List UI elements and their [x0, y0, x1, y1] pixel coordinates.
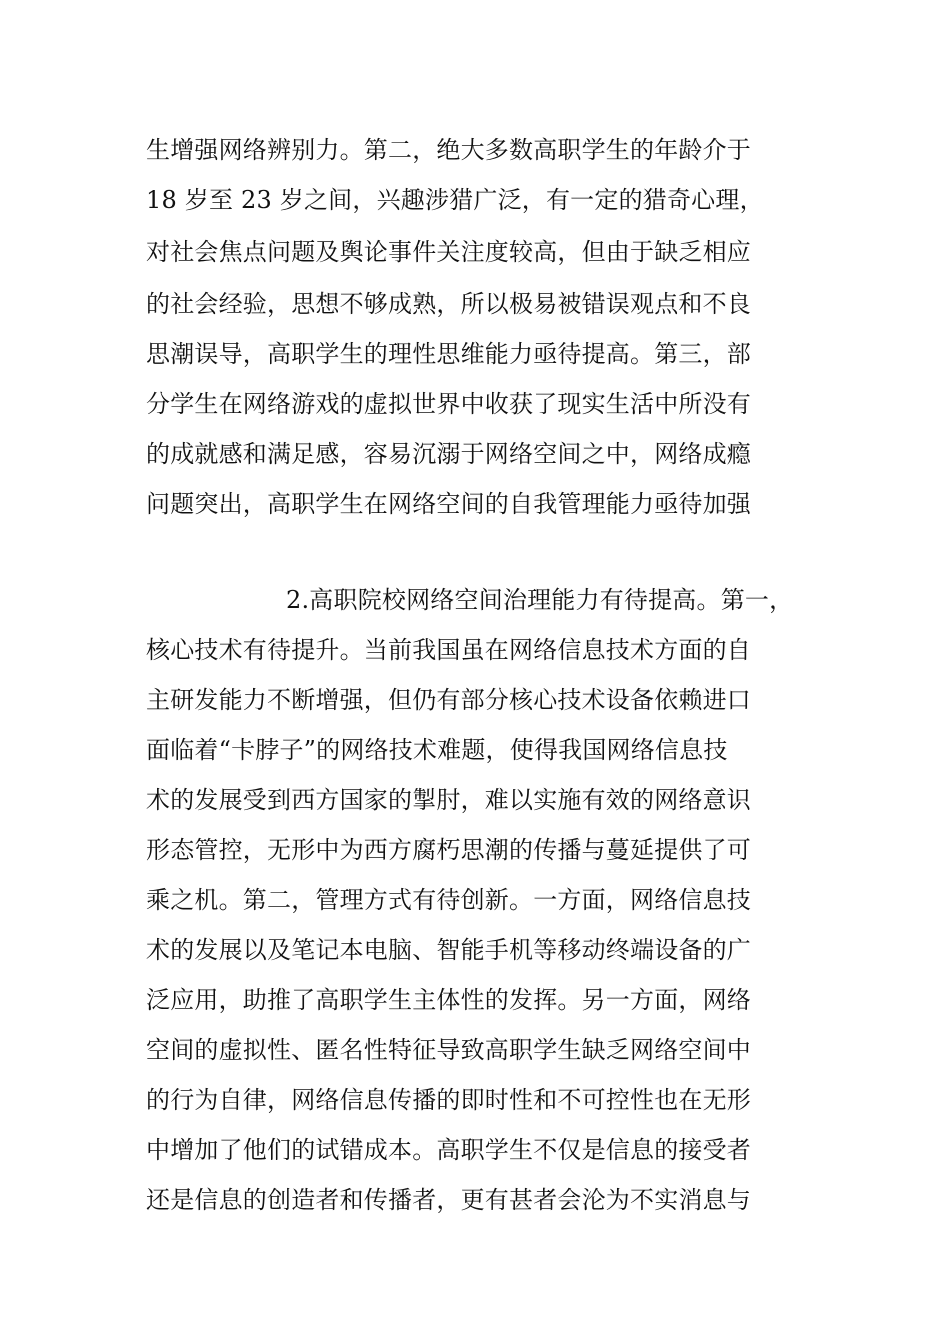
paragraph-2-line-6: 形态管控，无形中为西方腐朽思潮的传播与蔓延提供了可	[146, 836, 751, 864]
paragraph-2-line-11: 的行为自律，网络信息传播的即时性和不可控性也在无形	[146, 1086, 751, 1114]
paragraph-2-line-4: 面临着“卡脖子”的网络技术难题，使得我国网络信息技	[146, 736, 728, 764]
paragraph-2-line-1: 2.高职院校网络空间治理能力有待提高。第一，	[286, 586, 794, 614]
paragraph-1-line-3: 对社会焦点问题及舆论事件关注度较高，但由于缺乏相应	[146, 238, 751, 266]
paragraph-2-line-13: 还是信息的创造者和传播者，更有甚者会沦为不实消息与	[146, 1186, 751, 1214]
paragraph-2-line-9: 泛应用，助推了高职学生主体性的发挥。另一方面，网络	[146, 986, 751, 1014]
paragraph-1-line-6: 分学生在网络游戏的虚拟世界中收获了现实生活中所没有	[146, 390, 751, 418]
paragraph-2-line-8: 术的发展以及笔记本电脑、智能手机等移动终端设备的广	[146, 936, 751, 964]
paragraph-1-line-7: 的成就感和满足感，容易沉溺于网络空间之中，网络成瘾	[146, 440, 751, 468]
paragraph-1-line-2: 18 岁至 23 岁之间，兴趣涉猎广泛，有一定的猎奇心理，	[146, 186, 764, 214]
paragraph-2-line-5: 术的发展受到西方国家的掣肘，难以实施有效的网络意识	[146, 786, 751, 814]
paragraph-2-line-2: 核心技术有待提升。当前我国虽在网络信息技术方面的自	[146, 636, 751, 664]
paragraph-1-line-5: 思潮误导，高职学生的理性思维能力亟待提高。第三，部	[146, 340, 751, 368]
paragraph-2-line-12: 中增加了他们的试错成本。高职学生不仅是信息的接受者	[146, 1136, 751, 1164]
paragraph-1-line-8: 问题突出，高职学生在网络空间的自我管理能力亟待加强	[146, 490, 751, 518]
paragraph-1-line-1: 生增强网络辨别力。第二，绝大多数高职学生的年龄介于	[146, 136, 751, 164]
paragraph-2-line-7: 乘之机。第二，管理方式有待创新。一方面，网络信息技	[146, 886, 751, 914]
paragraph-2-line-3: 主研发能力不断增强，但仍有部分核心技术设备依赖进口	[146, 686, 751, 714]
paragraph-1-line-4: 的社会经验，思想不够成熟，所以极易被错误观点和不良	[146, 290, 751, 318]
paragraph-2-line-10: 空间的虚拟性、匿名性特征导致高职学生缺乏网络空间中	[146, 1036, 751, 1064]
